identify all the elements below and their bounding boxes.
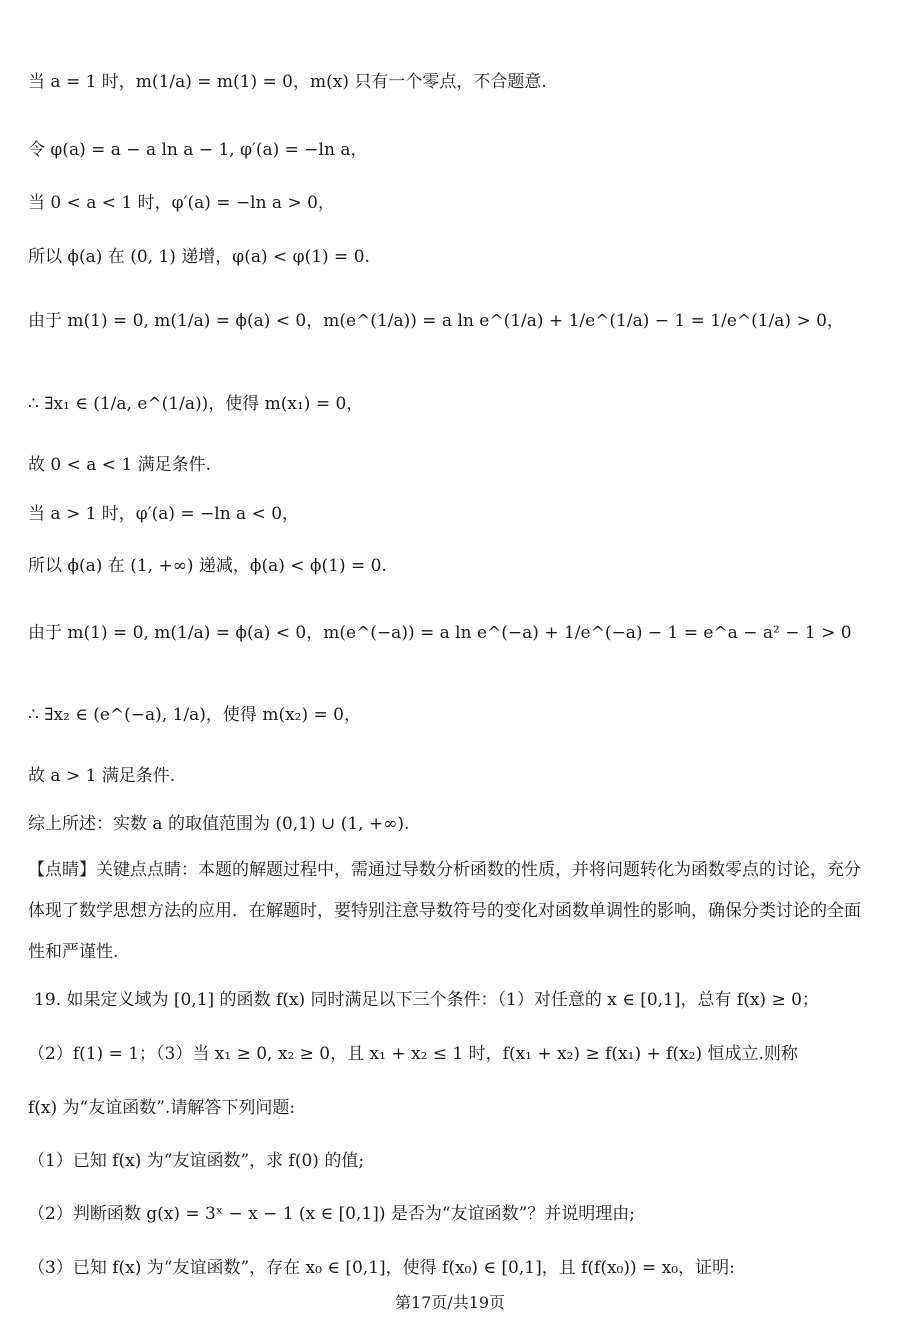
solution-line-10: 由于 m(1) = 0, m(1/a) = ϕ(a) < 0，m(e^(−a)) = a ln e^(−a) + 1/e^(−a) − 1 = e^a − a² − 1 > 0: [28, 623, 852, 643]
solution-line-5: 由于 m(1) = 0, m(1/a) = ϕ(a) < 0，m(e^(1/a)) = a ln e^(1/a) + 1/e^(1/a) − 1 = 1/e^(1/a) > 0，: [28, 311, 844, 331]
solution-line-3: 当 0 < a < 1 时，φ′(a) = −ln a > 0，: [28, 193, 335, 213]
solution-line-12: 故 a > 1 满足条件.: [28, 766, 176, 786]
solution-line-7: 故 0 < a < 1 满足条件.: [28, 455, 212, 475]
solution-line-6: ∴ ∃x₁ ∈ (1/a, e^(1/a))，使得 m(x₁) = 0，: [28, 394, 364, 414]
problem-19-line-2: （2）f(1) = 1；（3）当 x₁ ≥ 0, x₂ ≥ 0，且 x₁ + x₂ ≤ 1 时，f(x₁ + x₂) ≥ f(x₁) + f(x₂) 恒成立.则称: [28, 1044, 798, 1064]
solution-line-13: 综上所述：实数 a 的取值范围为 (0,1) ∪ (1, +∞).: [28, 814, 410, 834]
solution-line-8: 当 a > 1 时，φ′(a) = −ln a < 0，: [28, 504, 300, 524]
solution-line-11: ∴ ∃x₂ ∈ (e^(−a), 1/a)，使得 m(x₂) = 0，: [28, 705, 361, 725]
solution-line-9: 所以 ϕ(a) 在 (1, +∞) 递减，ϕ(a) < ϕ(1) = 0.: [28, 556, 387, 576]
question-1: （1）已知 f(x) 为“友谊函数”，求 f(0) 的值;: [28, 1151, 365, 1171]
comment-block: 【点睛】关键点点睛：本题的解题过程中，需通过导数分析函数的性质，并将问题转化为函数零点的讨论，充分体现了数学思想方法的应用．在解题时，要特别注意导数符号的变化对函数单调性的影响，确保分类讨论的全面性和严谨性.: [28, 860, 861, 962]
question-2: （2）判断函数 g(x) = 3ˣ − x − 1 (x ∈ [0,1]) 是否为“友谊函数”？并说明理由;: [28, 1204, 635, 1224]
page-footer: 第17页/共19页: [394, 1293, 506, 1312]
problem-19-line-3: f(x) 为“友谊函数”.请解答下列问题:: [28, 1098, 296, 1118]
solution-line-2: 令 φ(a) = a − a ln a − 1, φ′(a) = −ln a，: [28, 140, 368, 160]
solution-line-4: 所以 ϕ(a) 在 (0, 1) 递增，φ(a) < φ(1) = 0.: [28, 247, 370, 267]
solution-line-1: 当 a = 1 时，m(1/a) = m(1) = 0，m(x) 只有一个零点，不合题意.: [28, 72, 547, 92]
question-3: （3）已知 f(x) 为“友谊函数”，存在 x₀ ∈ [0,1]，使得 f(x₀) ∈ [0,1]，且 f(f(x₀)) = x₀，证明:: [28, 1258, 735, 1278]
problem-19-line-1: 19. 如果定义域为 [0,1] 的函数 f(x) 同时满足以下三个条件：（1）对任意的 x ∈ [0,1]，总有 f(x) ≥ 0；: [34, 990, 819, 1010]
